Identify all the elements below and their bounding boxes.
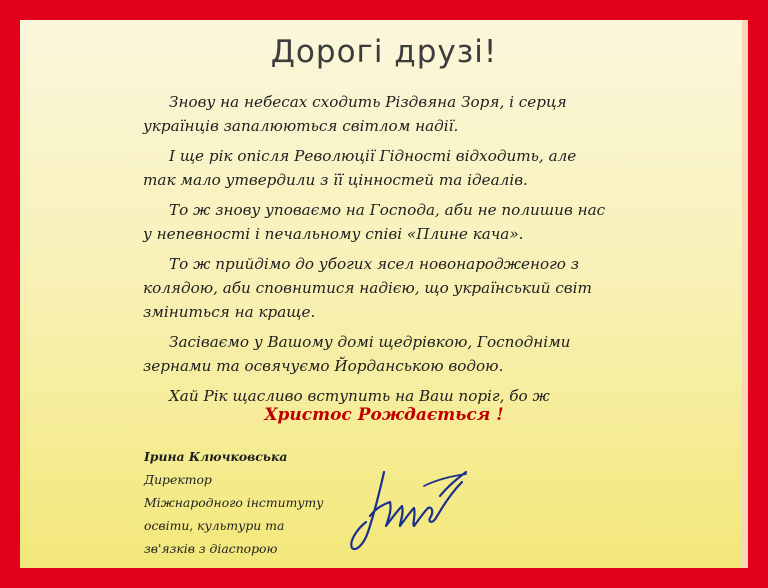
signer-name: Ірина Ключковська xyxy=(144,449,288,464)
signature-stroke xyxy=(351,472,466,549)
signer-position-line: зв'язків з діаспорою xyxy=(144,541,278,556)
signer-position-line: Міжнародного інституту xyxy=(144,495,324,510)
paragraph-6: Хай Рік щасливо вступить на Ваш поріг, бо ж xyxy=(169,387,550,405)
signer-position-line: освіти, культури та xyxy=(144,518,285,533)
signer-position-line: Директор xyxy=(144,472,212,487)
paragraph-4: То ж прийдімо до убогих ясел новонародженого з колядою, аби сповнитися надією, що український світ зміниться на краще. xyxy=(143,255,592,321)
handwritten-signature xyxy=(340,456,475,556)
paragraph-3: То ж знову уповаємо на Господа, аби не полишив нас у непевності і печальному співі «Плине кача». xyxy=(143,201,606,243)
letter-body xyxy=(143,90,613,414)
letter-title: Дорогі друзі! xyxy=(270,34,498,70)
paragraph-2: І ще рік опісля Революції Гідності відходить, але так мало утвердили з її цінностей та ідеалів. xyxy=(143,147,577,189)
letter-card xyxy=(20,20,748,568)
paragraph-1: Знову на небесах сходить Різдвяна Зоря, і серця українців запалюються світлом надії. xyxy=(143,93,567,135)
christmas-greeting: Христос Рождається ! xyxy=(264,405,504,425)
paragraph-5: Засіваємо у Вашому домі щедрівкою, Господніми зернами та освячуємо Йорданською водою. xyxy=(143,333,571,375)
